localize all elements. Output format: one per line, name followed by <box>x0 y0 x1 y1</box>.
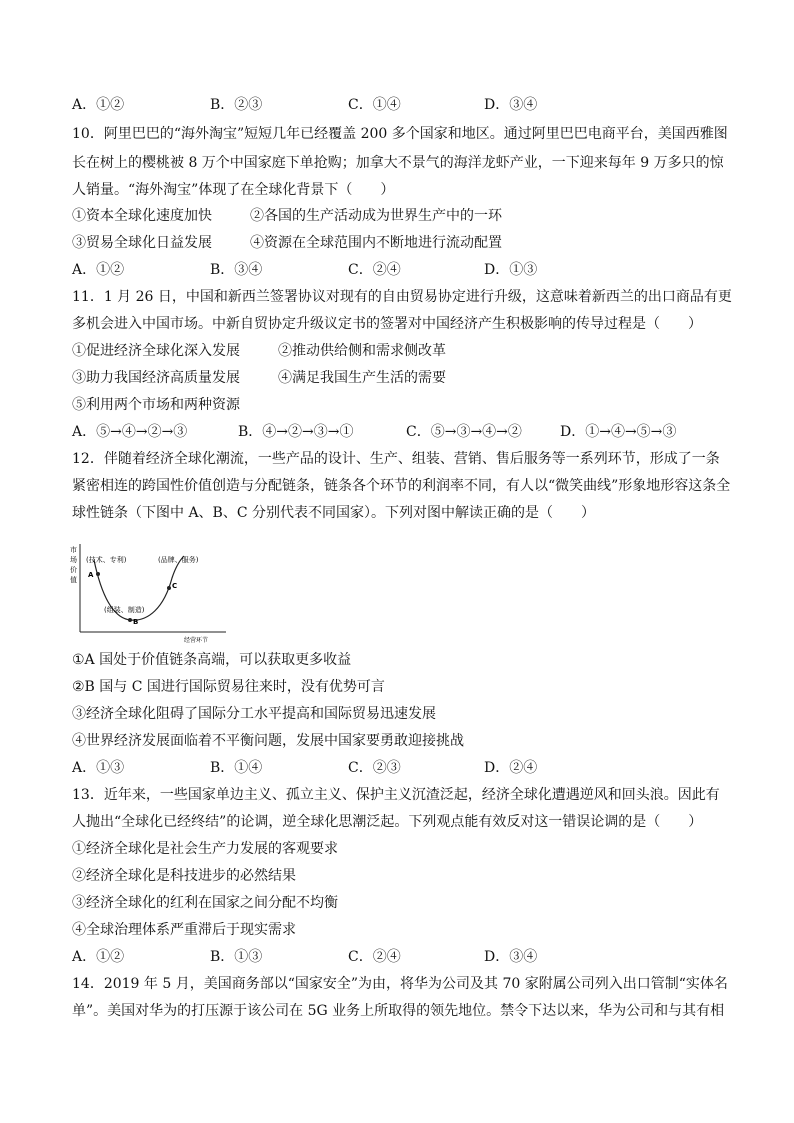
q11-options <box>72 422 722 442</box>
q11-item-5: ⑤利用两个市场和两种资源 <box>72 397 240 413</box>
q10-items-row <box>72 206 722 226</box>
q13-options <box>72 947 722 967</box>
q13-stem-line: 人抛出“全球化已经终结”的论调，逆全球化思潮泛起。下列观点能有效反对这一错误论调的是（ ） <box>72 814 703 830</box>
annotation-brand: (品牌、服务) <box>158 556 199 564</box>
q11-stem-line: 多机会进入中国市场。中新自贸协定升级议定书的签署对中国经济产生积极影响的传导过程是（ ） <box>72 316 702 332</box>
y-axis-label-3: 价 <box>70 566 77 574</box>
q12-option-b[interactable]: B．①④ <box>210 760 263 776</box>
q12-stem-line: 球性链条（下图中 A、B、C 分别代表不同国家）。下列对图中解读正确的是（ ） <box>72 505 596 521</box>
point-c-label: C <box>172 582 178 590</box>
q12-options <box>72 758 722 778</box>
q11-items-row <box>72 395 722 415</box>
q13-item-1: ①经济全球化是社会生产力发展的客观要求 <box>72 841 338 857</box>
q12-item-4: ④世界经济发展面临着不平衡问题，发展中国家要勇敢迎接挑战 <box>72 733 464 749</box>
point-b <box>128 618 132 622</box>
annotation-tech: (技术、专利) <box>86 556 127 564</box>
q11-option-d[interactable]: D．①→④→⑤→③ <box>560 424 677 440</box>
q9-option-a[interactable]: A．①② <box>72 97 125 113</box>
q13-item-3: ③经济全球化的红利在国家之间分配不均衡 <box>72 895 338 911</box>
q10-items-row <box>72 233 722 253</box>
q10-item-3: ③贸易全球化日益发展 <box>72 235 212 251</box>
annotation-assembly: (组装、制造) <box>104 606 145 614</box>
q10-stem-line: 长在树上的樱桃被 8 万个中国家庭下单抢购；加拿大不景气的海洋龙虾产业，一下迎来每年 9 万多只的惊 <box>72 155 724 171</box>
q9-options <box>72 95 722 115</box>
y-axis-label-4: 值 <box>70 576 77 584</box>
q13-option-b[interactable]: B．①③ <box>210 949 263 965</box>
q9-option-b[interactable]: B．②③ <box>210 97 263 113</box>
q13-option-a[interactable]: A．①② <box>72 949 125 965</box>
q14-stem-line: 14．2019 年 5 月，美国商务部以“国家安全”为由，将华为公司及其 70 家附属公司列入出口管制“实体名 <box>72 976 728 992</box>
q12-stem-line: 紧密相连的跨国性价值创造与分配链条，链条各个环节的利润率不同，有人以“微笑曲线”形象地形容这条全 <box>72 478 731 494</box>
q12-option-d[interactable]: D．②④ <box>484 760 538 776</box>
q13-option-c[interactable]: C．②④ <box>348 949 401 965</box>
q11-option-b[interactable]: B．④→②→③→① <box>238 424 354 440</box>
q12-stem-line: 12．伴随着经济全球化潮流，一些产品的设计、生产、组装、营销、售后服务等一系列环节，形成了一条 <box>72 451 720 467</box>
q14-stem-line: 单”。美国对华为的打压源于该公司在 5G 业务上所取得的领先地位。禁令下达以来，华为公司和与其有相 <box>72 1003 725 1019</box>
q12-option-c[interactable]: C．②③ <box>348 760 401 776</box>
q11-item-2: ②推动供给侧和需求侧改革 <box>278 343 446 359</box>
q10-options <box>72 260 722 280</box>
q12-item-2: ②B 国与 C 国进行国际贸易往来时，没有优势可言 <box>72 679 385 695</box>
q10-option-c[interactable]: C．②④ <box>348 262 401 278</box>
q11-stem-line: 11．1 月 26 日，中国和新西兰签署协议对现有的自由贸易协定进行升级，这意味着新西兰的出口商品有更 <box>72 289 732 305</box>
y-axis-label-2: 场 <box>70 556 77 564</box>
q12-item-3: ③经济全球化阻碍了国际分工水平提高和国际贸易迅速发展 <box>72 706 436 722</box>
q11-item-1: ①促进经济全球化深入发展 <box>72 343 240 359</box>
q10-stem-line: 10．阿里巴巴的“海外淘宝”短短几年已经覆盖 200 多个国家和地区。通过阿里巴巴电商平台，美国西雅图 <box>72 126 728 142</box>
q10-stem-line: 人销量。“海外淘宝”体现了在全球化背景下（ ） <box>72 182 395 198</box>
q11-item-4: ④满足我国生产生活的需要 <box>278 370 446 386</box>
q12-item-1: ①A 国处于价值链条高端，可以获取更多收益 <box>72 652 352 668</box>
point-c <box>167 586 171 590</box>
q10-item-4: ④资源在全球范围内不断地进行流动配置 <box>250 235 502 251</box>
q10-option-a[interactable]: A．①② <box>72 262 125 278</box>
q9-option-c[interactable]: C．①④ <box>348 97 401 113</box>
q10-item-2: ②各国的生产活动成为世界生产中的一环 <box>250 208 502 224</box>
point-a-label: A <box>88 571 94 579</box>
point-a <box>96 572 100 576</box>
q13-item-2: ②经济全球化是科技进步的必然结果 <box>72 868 296 884</box>
point-b-label: B <box>133 618 139 626</box>
q11-item-3: ③助力我国经济高质量发展 <box>72 370 240 386</box>
q13-stem-line: 13．近年来，一些国家单边主义、孤立主义、保护主义沉渣泛起，经济全球化遭遇逆风和回头浪。因此有 <box>72 787 720 803</box>
q10-item-1: ①资本全球化速度加快 <box>72 208 212 224</box>
q11-option-a[interactable]: A．⑤→④→②→③ <box>72 424 188 440</box>
q13-option-d[interactable]: D．③④ <box>484 949 538 965</box>
y-axis-label-1: 市 <box>70 546 77 554</box>
q11-items-row <box>72 368 722 388</box>
q9-option-d[interactable]: D．③④ <box>484 97 538 113</box>
q13-item-4: ④全球治理体系严重滞后于现实需求 <box>72 922 296 938</box>
q12-option-a[interactable]: A．①③ <box>72 760 125 776</box>
q10-option-b[interactable]: B．③④ <box>210 262 263 278</box>
smile-curve-chart <box>66 538 236 648</box>
q11-option-c[interactable]: C．⑤→③→④→② <box>406 424 522 440</box>
q11-items-row <box>72 341 722 361</box>
smile-curve-svg <box>66 538 236 648</box>
x-axis-label: 经营环节 <box>184 637 209 644</box>
q10-option-d[interactable]: D．①③ <box>484 262 538 278</box>
